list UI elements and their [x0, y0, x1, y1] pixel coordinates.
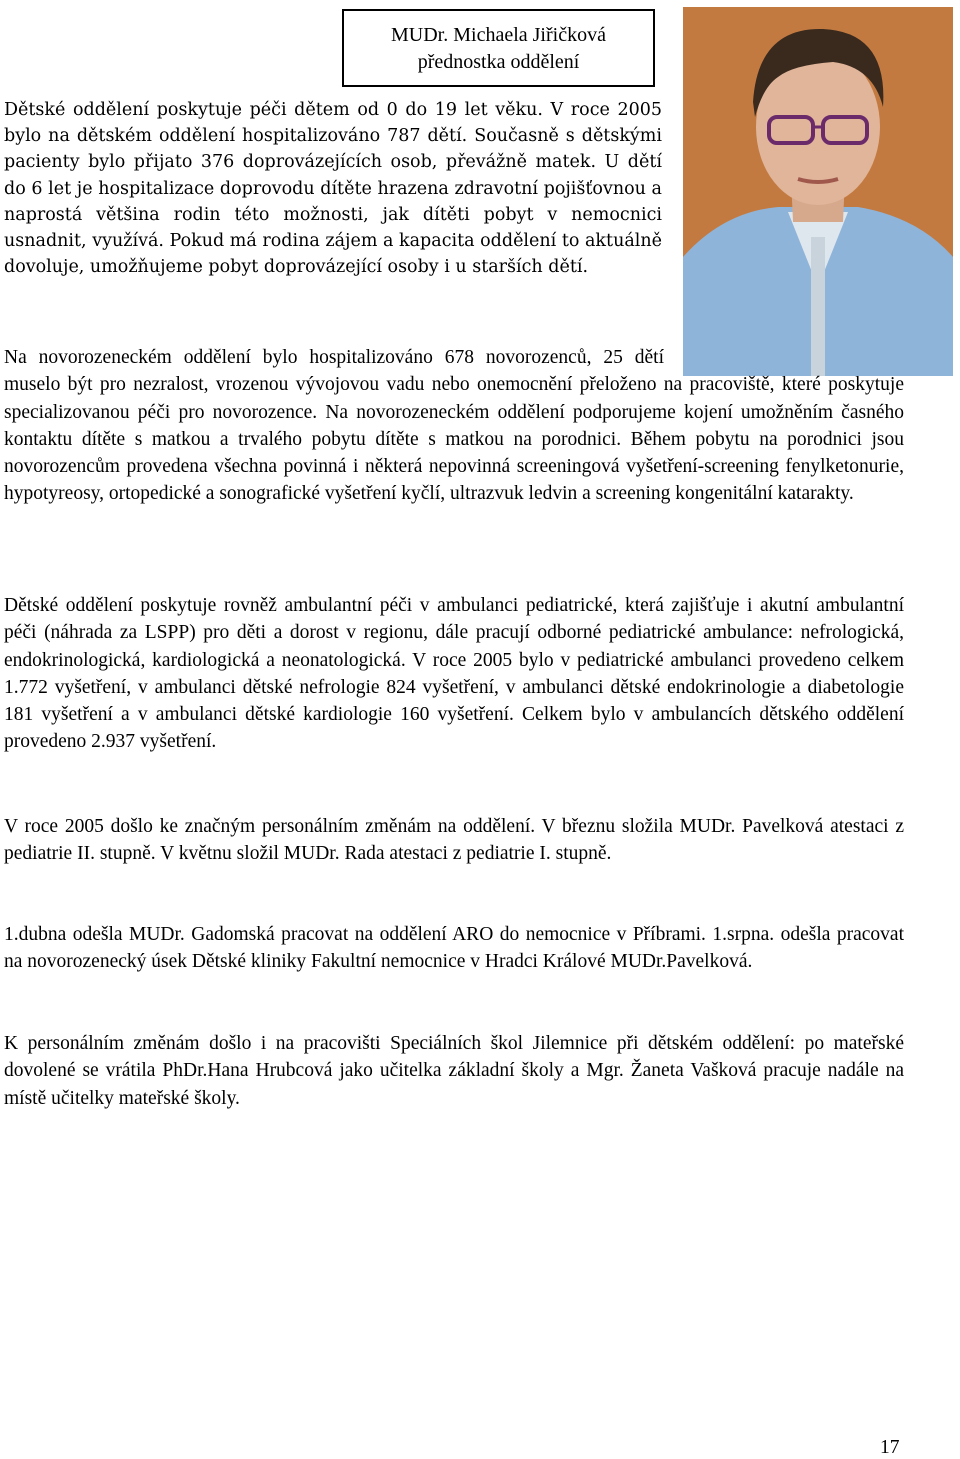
author-name-box: [342, 9, 655, 87]
paragraph-school-staff: K personálním změnám došlo i na pracovišti Speciálních škol Jilemnice při dětském oddělení: po mateřské dovolené se vrátila PhDr.Hana Hrubcová jako učitelka základní školy a Mgr. Žaneta Vašková pracuje nadále na místě učitelky mateřské školy.: [4, 1033, 904, 1109]
paragraph-newborn: Na novorozeneckém oddělení bylo hospitalizováno 678 novorozenců, 25 dětí muselo být pro nezralost, vrozenou vývojovou vadu nebo onemocnění přeloženo na pracoviště, které poskytuje specializovanou péči pro novorozence. Na novorozeneckém oddělení podporujeme kojení umožněním časného kontaktu dítěte s matkou a trvalého pobytu dítěte s matkou na porodnici. Během pobytu na porodnici jsou novorozencům provedena všechna povinná i některá nepovinná screeningová vyšetření-screening fenylketonurie, hypotyreosy, ortopedické a sonografické vyšetření kyčlí, ultrazvuk ledvin a screening kongenitální katarakty.: [4, 347, 904, 505]
portrait-photo-icon: [683, 7, 953, 376]
paragraph-newborn-wrap: [4, 344, 904, 508]
paragraph-outpatient: Dětské oddělení poskytuje rovněž ambulantní péči v ambulanci pediatrické, která zajišťuje i akutní ambulantní péči (náhrada za LSPP) pro děti a dorost v regionu, dále pracují odborné pediatrické ambulance: nefrologická, endokrinologická, kardiologická a neonatologická. V roce 2005 bylo v pediatrické ambulanci provedeno celkem 1.772 vyšetření, v ambulanci dětské nefrologie 824 vyšetření, v ambulanci dětské endokrinologie a diabetologie 181 vyšetření a v ambulanci dětské kardiologie 160 vyšetření. Celkem bylo v ambulancích dětského oddělení provedeno 2.937 vyšetření.: [4, 595, 904, 753]
paragraph-department-intro: Dětské oddělení poskytuje péči dětem od 0 do 19 let věku. V roce 2005 bylo na dětském oddělení hospitalizováno 787 dětí. Současně s dětskými pacienty bylo přijato 376 doprovázejících osob, převážně matek. U dětí do 6 let je hospitalizace doprovodu dítěte hrazena zdravotní pojišťovnou a naprostá většina rodin této možnosti, jak dítěti pobyt v nemocnici usnadnit, využívá. Pokud má rodina zájem a kapacita oddělení to aktuálně dovoluje, umožňujeme pobyt doprovázející osoby i u starších dětí.: [4, 100, 662, 278]
author-name: MUDr. Michaela Jiřičková: [391, 24, 606, 46]
paragraph-staff-departures: 1.dubna odešla MUDr. Gadomská pracovat na oddělení ARO do nemocnice v Příbrami. 1.srpna. odešla pracovat na novorozenecký úsek Dětské kliniky Fakultní nemocnice v Hradci Králové MUDr.Pavelková.: [4, 924, 904, 973]
author-role: přednostka oddělení: [417, 51, 580, 73]
portrait-photo: [683, 7, 953, 376]
page-number: 17: [880, 1437, 900, 1458]
paragraph-staff-changes: V roce 2005 došlo ke značným personálním změnám na oddělení. V březnu složila MUDr. Pavelková atestaci z pediatrie II. stupně. V květnu složil MUDr. Rada atestaci z pediatrie I. stupně.: [4, 816, 904, 865]
